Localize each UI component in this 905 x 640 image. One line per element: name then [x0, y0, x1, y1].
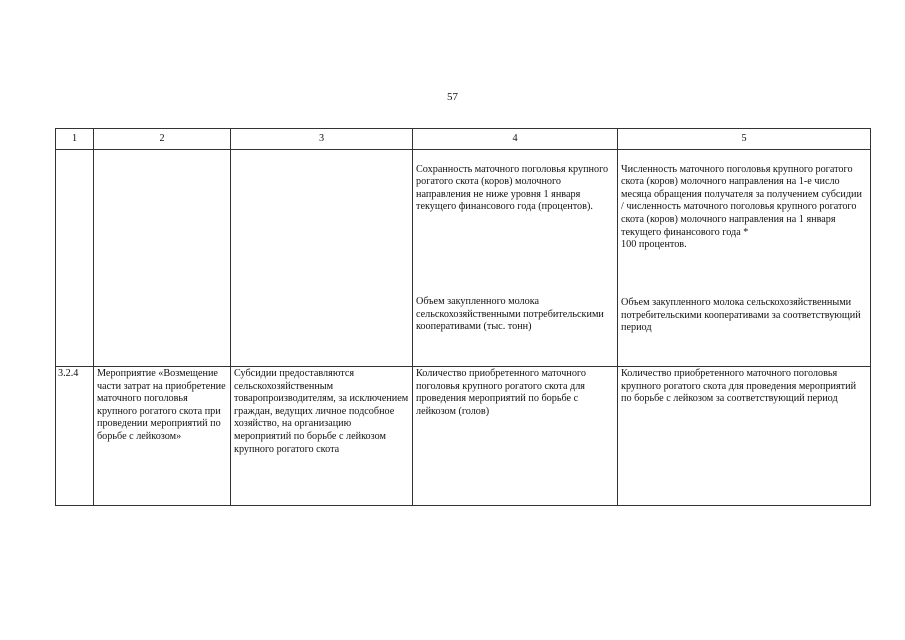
indicator-text-milk-volume: Объем закупленного молока сельскохозяйственными потребительскими кооперативами (тыс. тонн)	[416, 296, 604, 333]
row-number-cell	[56, 150, 94, 367]
indicator-cell	[413, 150, 618, 367]
row-number-cell: 3.2.4	[56, 367, 94, 506]
activity-description-cell: Субсидии предоставляются сельскохозяйственным товаропроизводителям, за исключением граждан, ведущих личное подсобное хозяйство, на организацию мероприятий по борьбе с лейкозом крупного рогатого скота	[231, 367, 413, 506]
header-cell-5: 5	[618, 129, 871, 150]
formula-cell	[618, 150, 871, 367]
formula-text-milk-volume: Объем закупленного молока сельскохозяйственными потребительскими кооперативами за соответствующий период	[621, 296, 861, 334]
header-cell-4: 4	[413, 129, 618, 150]
indicator-text-retention: Сохранность маточного поголовья крупного рогатого скота (коров) молочного направления не ниже уровня 1 января текущего финансового года (процентов).	[416, 163, 609, 213]
program-table	[55, 128, 871, 506]
header-cell-3: 3	[231, 129, 413, 150]
table-row	[56, 150, 871, 367]
activity-name-cell: Мероприятие «Возмещение части затрат на приобретение маточного поголовья крупного рогатого скота при проведении мероприятий по борьбе с лейкозом»	[94, 367, 231, 506]
table-row	[56, 367, 871, 506]
activity-description-cell	[231, 150, 413, 367]
table-header-row	[56, 129, 871, 150]
formula-cell: Количество приобретенного маточного поголовья крупного рогатого скота для проведения мероприятий по борьбе с лейкозом за соответствующий период	[618, 367, 871, 506]
activity-name-cell	[94, 150, 231, 367]
formula-text-retention: Численность маточного поголовья крупного рогатого скота (коров) молочного направления на 1-е число месяца обращения получателя за получением субсидии / численность маточного поголовья крупного рогатого скота (коров) молочного направления на 1 января текущего финансового года * 100 процентов.	[621, 163, 862, 251]
header-cell-1: 1	[56, 129, 94, 150]
page-number: 57	[447, 91, 458, 103]
header-cell-2: 2	[94, 129, 231, 150]
indicator-cell: Количество приобретенного маточного поголовья крупного рогатого скота для проведения мероприятий по борьбе с лейкозом (голов)	[413, 367, 618, 506]
